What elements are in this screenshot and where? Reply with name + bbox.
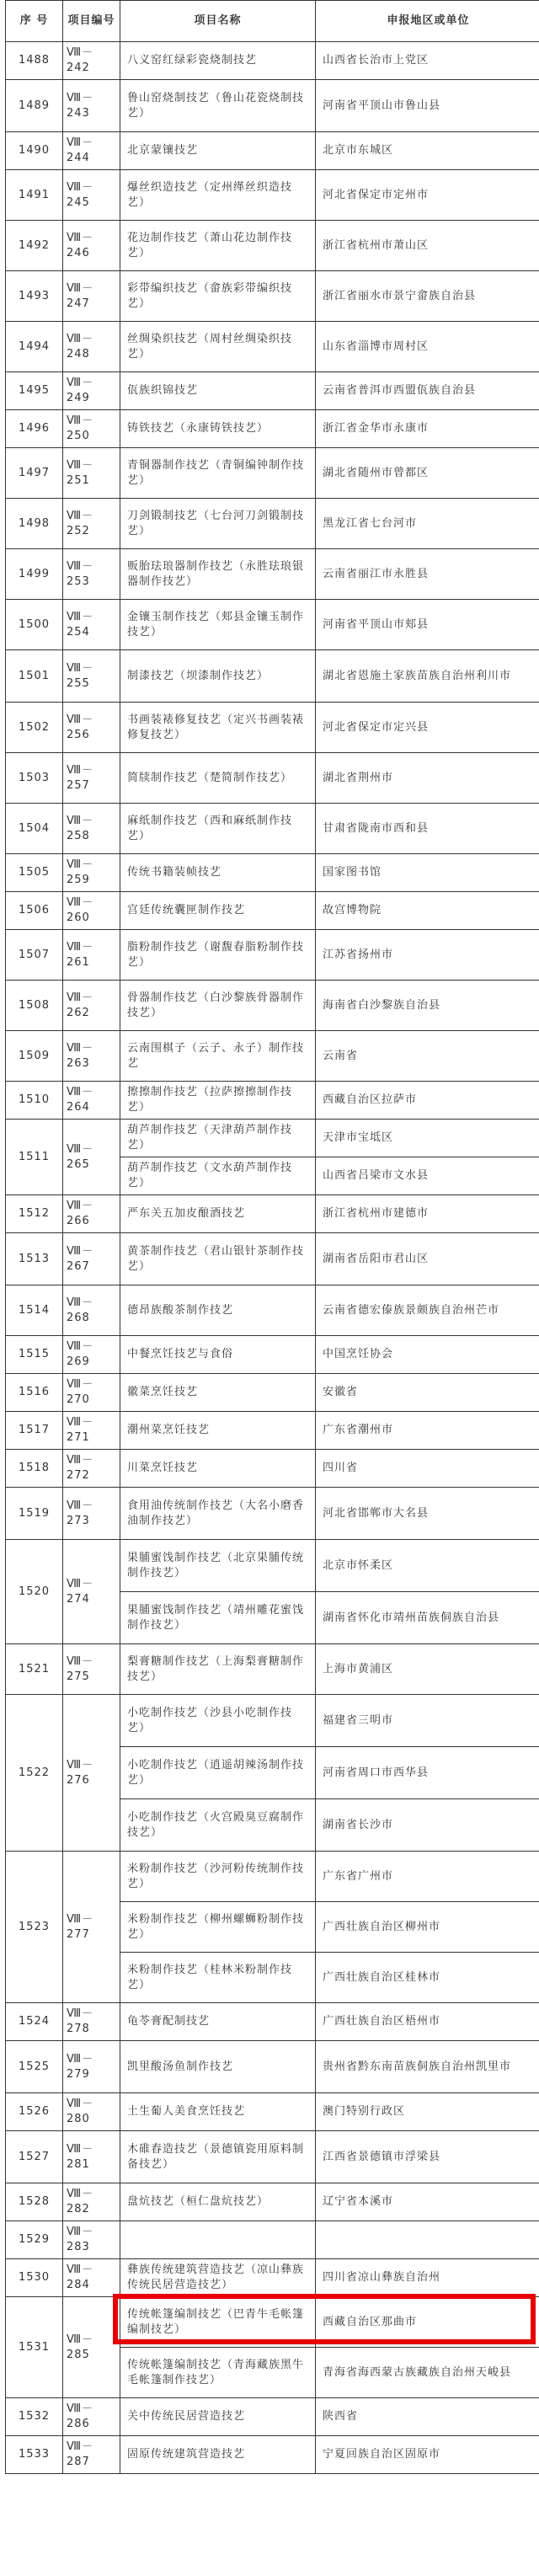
cell-code: Ⅷ－262 (63, 981, 120, 1031)
cell-project-name: 果脯蜜饯制作技艺（靖州雕花蜜饯制作技艺） (120, 1592, 316, 1644)
header-code: 项目编号 (63, 1, 120, 42)
cell-serial: 1528 (6, 2183, 63, 2221)
table-header-row (6, 1, 539, 42)
cell-code: Ⅷ－280 (63, 2093, 120, 2131)
cell-serial: 1500 (6, 600, 63, 650)
cell-serial: 1497 (6, 448, 63, 499)
table-row (6, 2221, 539, 2259)
table-row (6, 1852, 539, 1902)
table-row (6, 2131, 539, 2183)
cell-code: Ⅷ－287 (63, 2436, 120, 2474)
cell-project-name: 米粉制作技艺（桂林米粉制作技艺） (120, 1953, 316, 2003)
header-region: 申报地区或单位 (316, 1, 539, 42)
cell-code: Ⅷ－243 (63, 80, 120, 132)
cell-code: Ⅷ－271 (63, 1412, 120, 1450)
cell-code: Ⅷ－270 (63, 1374, 120, 1412)
cell-serial: 1492 (6, 221, 63, 271)
cell-region: 甘肃省陇南市西和县 (316, 804, 539, 854)
cell-region: 云南省普洱市西盟佤族自治县 (316, 372, 539, 410)
table-row (6, 1285, 539, 1336)
cell-code: Ⅷ－278 (63, 2003, 120, 2041)
cell-project-name: 书画装裱修复技艺（定兴书画装裱修复技艺） (120, 703, 316, 753)
cell-code: Ⅷ－269 (63, 1336, 120, 1374)
cell-code: Ⅷ－279 (63, 2041, 120, 2093)
table-row (6, 753, 539, 804)
cell-project-name: 果脯蜜饯制作技艺（北京果脯传统制作技艺） (120, 1540, 316, 1592)
cell-region: 广西壮族自治区梧州市 (316, 2003, 539, 2041)
cell-region: 四川省 (316, 1450, 539, 1488)
cell-region: 河北省保定市定州市 (316, 170, 539, 221)
table-row (6, 1120, 539, 1157)
table-row (6, 1031, 539, 1082)
cell-region: 故宫博物院 (316, 892, 539, 930)
cell-code: Ⅷ－250 (63, 410, 120, 448)
cell-project-name: 丝绸染织技艺（周村丝绸染织技艺） (120, 322, 316, 372)
table-row (6, 410, 539, 448)
table-row (6, 2041, 539, 2093)
cell-serial: 1511 (6, 1120, 63, 1195)
cell-code: Ⅷ－285 (63, 2297, 120, 2398)
cell-project-name: 木碓舂造技艺（景德镇瓷用原料制备技艺） (120, 2131, 316, 2183)
cell-code: Ⅷ－277 (63, 1852, 120, 2003)
cell-serial: 1509 (6, 1031, 63, 1082)
cell-serial: 1512 (6, 1195, 63, 1233)
cell-serial: 1506 (6, 892, 63, 930)
cell-region: 江苏省扬州市 (316, 930, 539, 981)
cell-region: 云南省德宏傣族景颇族自治州芒市 (316, 1285, 539, 1336)
cell-region: 江西省景德镇市浮梁县 (316, 2131, 539, 2183)
cell-serial: 1525 (6, 2041, 63, 2093)
cell-serial: 1530 (6, 2259, 63, 2297)
cell-code: Ⅷ－251 (63, 448, 120, 499)
cell-project-name: 小吃制作技艺（逍遥胡辣汤制作技艺） (120, 1747, 316, 1799)
cell-serial: 1502 (6, 703, 63, 753)
cell-serial: 1488 (6, 42, 63, 80)
table-row (6, 2436, 539, 2474)
cell-code: Ⅷ－274 (63, 1540, 120, 1644)
table-row (6, 2398, 539, 2436)
cell-project-name: 关中传统民居营造技艺 (120, 2398, 316, 2436)
header-name: 项目名称 (120, 1, 316, 42)
cell-region: 浙江省丽水市景宁畲族自治县 (316, 271, 539, 322)
cell-project-name: 佤族织锦技艺 (120, 372, 316, 410)
heritage-list-table (5, 0, 539, 2474)
table-row (6, 1195, 539, 1233)
cell-region: 澳门特别行政区 (316, 2093, 539, 2131)
cell-code: Ⅷ－253 (63, 549, 120, 600)
table-row (6, 854, 539, 892)
cell-serial: 1531 (6, 2297, 63, 2398)
cell-region: 湖南省岳阳市君山区 (316, 1233, 539, 1285)
cell-code: Ⅷ－286 (63, 2398, 120, 2436)
cell-project-name: 彝族传统建筑营造技艺（凉山彝族传统民居营造技艺） (120, 2259, 316, 2297)
cell-code: Ⅷ－248 (63, 322, 120, 372)
table-row (6, 1412, 539, 1450)
cell-code: Ⅷ－267 (63, 1233, 120, 1285)
cell-serial: 1529 (6, 2221, 63, 2259)
cell-project-name: 米粉制作技艺（沙河粉传统制作技艺） (120, 1852, 316, 1902)
cell-serial: 1532 (6, 2398, 63, 2436)
cell-serial: 1526 (6, 2093, 63, 2131)
table-row (6, 42, 539, 80)
cell-serial: 1490 (6, 132, 63, 170)
cell-code: Ⅷ－257 (63, 753, 120, 804)
cell-code: Ⅷ－247 (63, 271, 120, 322)
cell-code: Ⅷ－244 (63, 132, 120, 170)
cell-serial: 1493 (6, 271, 63, 322)
cell-serial: 1505 (6, 854, 63, 892)
cell-serial: 1501 (6, 650, 63, 703)
cell-code: Ⅷ－261 (63, 930, 120, 981)
table-row (6, 1540, 539, 1592)
cell-serial: 1516 (6, 1374, 63, 1412)
cell-code: Ⅷ－284 (63, 2259, 120, 2297)
cell-region: 北京市东城区 (316, 132, 539, 170)
cell-project-name: 铸铁技艺（永康铸铁技艺） (120, 410, 316, 448)
cell-serial: 1515 (6, 1336, 63, 1374)
cell-project-name: 传统书籍装帧技艺 (120, 854, 316, 892)
cell-code: Ⅷ－255 (63, 650, 120, 703)
cell-region: 湖北省荆州市 (316, 753, 539, 804)
cell-project-name: 土生葡人美食烹饪技艺 (120, 2093, 316, 2131)
table-row (6, 372, 539, 410)
table-row (6, 703, 539, 753)
cell-region: 北京市怀柔区 (316, 1540, 539, 1592)
cell-code: Ⅷ－276 (63, 1695, 120, 1852)
table-row (6, 322, 539, 372)
cell-project-name: 葫芦制作技艺（文水葫芦制作技艺） (120, 1157, 316, 1195)
cell-serial: 1518 (6, 1450, 63, 1488)
table-row (6, 2183, 539, 2221)
cell-serial: 1495 (6, 372, 63, 410)
table-body (6, 42, 539, 2474)
cell-region: 湖北省随州市曾都区 (316, 448, 539, 499)
cell-project-name: 刀剑锻制技艺（七台河刀剑锻制技艺） (120, 499, 316, 549)
cell-project-name: 鲁山窑烧制技艺（鲁山花瓷烧制技艺） (120, 80, 316, 132)
table-row (6, 221, 539, 271)
cell-project-name: 梨膏糖制作技艺（上海梨膏糖制作技艺） (120, 1644, 316, 1695)
cell-region: 安徽省 (316, 1374, 539, 1412)
table-row (6, 650, 539, 703)
cell-region: 河南省平顶山市郏县 (316, 600, 539, 650)
cell-project-name: 小吃制作技艺（火宫殿臭豆腐制作技艺） (120, 1799, 316, 1852)
cell-project-name: 龟苓膏配制技艺 (120, 2003, 316, 2041)
cell-region (316, 2221, 539, 2259)
cell-region: 湖南省怀化市靖州苗族侗族自治县 (316, 1592, 539, 1644)
cell-region: 河北省保定市定兴县 (316, 703, 539, 753)
cell-serial: 1517 (6, 1412, 63, 1450)
table-row (6, 2093, 539, 2131)
cell-project-name: 葫芦制作技艺（天津葫芦制作技艺） (120, 1120, 316, 1157)
cell-region: 辽宁省本溪市 (316, 2183, 539, 2221)
cell-code: Ⅷ－281 (63, 2131, 120, 2183)
cell-project-name: 八义窑红绿彩瓷烧制技艺 (120, 42, 316, 80)
cell-region: 西藏自治区拉萨市 (316, 1082, 539, 1120)
table-row (6, 2003, 539, 2041)
table-row (6, 271, 539, 322)
cell-code: Ⅷ－263 (63, 1031, 120, 1082)
cell-project-name: 固原传统建筑营造技艺 (120, 2436, 316, 2474)
cell-region: 河南省平顶山市鲁山县 (316, 80, 539, 132)
table-row (6, 2259, 539, 2297)
cell-serial: 1489 (6, 80, 63, 132)
cell-region: 海南省白沙黎族自治县 (316, 981, 539, 1031)
cell-code: Ⅷ－259 (63, 854, 120, 892)
cell-region: 河北省邯郸市大名县 (316, 1488, 539, 1540)
table-row (6, 132, 539, 170)
cell-region: 西藏自治区那曲市 (316, 2297, 539, 2348)
cell-project-name: 德昂族酸茶制作技艺 (120, 1285, 316, 1336)
cell-project-name: 潮州菜烹饪技艺 (120, 1412, 316, 1450)
cell-project-name: 食用油传统制作技艺（大名小磨香油制作技艺） (120, 1488, 316, 1540)
cell-region: 浙江省金华市永康市 (316, 410, 539, 448)
cell-serial: 1494 (6, 322, 63, 372)
cell-code: Ⅷ－252 (63, 499, 120, 549)
table-row (6, 1374, 539, 1412)
cell-region: 黑龙江省七台河市 (316, 499, 539, 549)
cell-serial: 1507 (6, 930, 63, 981)
cell-project-name: 简牍制作技艺（楚简制作技艺） (120, 753, 316, 804)
cell-region: 浙江省杭州市建德市 (316, 1195, 539, 1233)
cell-serial: 1496 (6, 410, 63, 448)
cell-serial: 1508 (6, 981, 63, 1031)
cell-code: Ⅷ－282 (63, 2183, 120, 2221)
cell-project-name (120, 2221, 316, 2259)
cell-serial: 1499 (6, 549, 63, 600)
cell-project-name: 脂粉制作技艺（谢馥春脂粉制作技艺） (120, 930, 316, 981)
cell-project-name: 严东关五加皮酿酒技艺 (120, 1195, 316, 1233)
cell-region: 中国烹饪协会 (316, 1336, 539, 1374)
cell-serial: 1498 (6, 499, 63, 549)
cell-project-name: 凯里酸汤鱼制作技艺 (120, 2041, 316, 2093)
table-row (6, 1233, 539, 1285)
cell-project-name: 彩带编织技艺（畲族彩带编织技艺） (120, 271, 316, 322)
cell-serial: 1527 (6, 2131, 63, 2183)
cell-region: 广东省潮州市 (316, 1412, 539, 1450)
cell-project-name: 传统帐篷编制技艺（巴青牛毛帐篷编制技艺） (120, 2297, 316, 2348)
cell-serial: 1523 (6, 1852, 63, 2003)
cell-serial: 1513 (6, 1233, 63, 1285)
cell-region: 陕西省 (316, 2398, 539, 2436)
cell-region: 国家图书馆 (316, 854, 539, 892)
cell-serial: 1510 (6, 1082, 63, 1120)
cell-code: Ⅷ－260 (63, 892, 120, 930)
cell-serial: 1524 (6, 2003, 63, 2041)
cell-region: 四川省凉山彝族自治州 (316, 2259, 539, 2297)
cell-code: Ⅷ－275 (63, 1644, 120, 1695)
cell-region: 云南省 (316, 1031, 539, 1082)
table-row (6, 1336, 539, 1374)
cell-serial: 1533 (6, 2436, 63, 2474)
table-row (6, 981, 539, 1031)
cell-region: 上海市黄浦区 (316, 1644, 539, 1695)
table-row (6, 1450, 539, 1488)
cell-project-name: 传统帐篷编制技艺（青海藏族黑牛毛帐篷制作技艺） (120, 2348, 316, 2398)
cell-code: Ⅷ－283 (63, 2221, 120, 2259)
cell-region: 贵州省黔东南苗族侗族自治州凯里市 (316, 2041, 539, 2093)
cell-project-name: 米粉制作技艺（柳州螺蛳粉制作技艺） (120, 1902, 316, 1953)
cell-code: Ⅷ－254 (63, 600, 120, 650)
table-row (6, 892, 539, 930)
cell-project-name: 麻纸制作技艺（西和麻纸制作技艺） (120, 804, 316, 854)
cell-code: Ⅷ－256 (63, 703, 120, 753)
cell-code: Ⅷ－266 (63, 1195, 120, 1233)
cell-project-name: 宫廷传统囊匣制作技艺 (120, 892, 316, 930)
cell-project-name: 骨器制作技艺（白沙黎族骨器制作技艺） (120, 981, 316, 1031)
cell-project-name: 贩胎珐琅器制作技艺（永胜珐琅银器制作技艺） (120, 549, 316, 600)
cell-code: Ⅷ－273 (63, 1488, 120, 1540)
cell-project-name: 北京蒙镶技艺 (120, 132, 316, 170)
table-row (6, 1082, 539, 1120)
cell-project-name: 花边制作技艺（萧山花边制作技艺） (120, 221, 316, 271)
cell-project-name: 盘炕技艺（桓仁盘炕技艺） (120, 2183, 316, 2221)
table-row (6, 804, 539, 854)
cell-project-name: 擦擦制作技艺（拉萨擦擦制作技艺） (120, 1082, 316, 1120)
cell-serial: 1522 (6, 1695, 63, 1852)
cell-project-name: 徽菜烹饪技艺 (120, 1374, 316, 1412)
cell-code: Ⅷ－264 (63, 1082, 120, 1120)
cell-serial: 1504 (6, 804, 63, 854)
table-row (6, 2297, 539, 2348)
table-row (6, 1695, 539, 1747)
cell-code: Ⅷ－249 (63, 372, 120, 410)
cell-project-name: 制漆技艺（坝漆制作技艺） (120, 650, 316, 703)
cell-region: 广西壮族自治区柳州市 (316, 1902, 539, 1953)
cell-region: 福建省三明市 (316, 1695, 539, 1747)
cell-region: 浙江省杭州市萧山区 (316, 221, 539, 271)
cell-project-name: 金镶玉制作技艺（郏县金镶玉制作技艺） (120, 600, 316, 650)
table-row (6, 80, 539, 132)
cell-serial: 1521 (6, 1644, 63, 1695)
cell-code: Ⅷ－268 (63, 1285, 120, 1336)
cell-project-name: 爆丝织造技艺（定州缂丝织造技艺） (120, 170, 316, 221)
cell-region: 山西省吕梁市文水县 (316, 1157, 539, 1195)
cell-code: Ⅷ－246 (63, 221, 120, 271)
cell-region: 湖北省恩施土家族苗族自治州利川市 (316, 650, 539, 703)
cell-region: 云南省丽江市永胜县 (316, 549, 539, 600)
cell-region: 河南省周口市西华县 (316, 1747, 539, 1799)
cell-region: 天津市宝坻区 (316, 1120, 539, 1157)
table-row (6, 930, 539, 981)
cell-project-name: 青铜器制作技艺（青铜编钟制作技艺） (120, 448, 316, 499)
table-row (6, 170, 539, 221)
cell-code: Ⅷ－242 (63, 42, 120, 80)
table-row (6, 600, 539, 650)
table-row (6, 499, 539, 549)
cell-region: 山东省淄博市周村区 (316, 322, 539, 372)
cell-serial: 1491 (6, 170, 63, 221)
cell-region: 青海省海西蒙古族藏族自治州天峻县 (316, 2348, 539, 2398)
cell-project-name: 川菜烹饪技艺 (120, 1450, 316, 1488)
cell-code: Ⅷ－265 (63, 1120, 120, 1195)
table-row (6, 1644, 539, 1695)
cell-region: 广东省广州市 (316, 1852, 539, 1902)
cell-project-name: 中餐烹饪技艺与食俗 (120, 1336, 316, 1374)
table-row (6, 448, 539, 499)
cell-region: 宁夏回族自治区固原市 (316, 2436, 539, 2474)
cell-project-name: 云南围棋子（云子、永子）制作技艺 (120, 1031, 316, 1082)
cell-serial: 1514 (6, 1285, 63, 1336)
cell-project-name: 小吃制作技艺（沙县小吃制作技艺） (120, 1695, 316, 1747)
cell-region: 山西省长治市上党区 (316, 42, 539, 80)
cell-serial: 1503 (6, 753, 63, 804)
cell-serial: 1519 (6, 1488, 63, 1540)
header-serial: 序 号 (6, 1, 63, 42)
cell-serial: 1520 (6, 1540, 63, 1644)
cell-code: Ⅷ－272 (63, 1450, 120, 1488)
table-row (6, 549, 539, 600)
cell-code: Ⅷ－258 (63, 804, 120, 854)
cell-project-name: 黄茶制作技艺（君山银针茶制作技艺） (120, 1233, 316, 1285)
table-row (6, 1488, 539, 1540)
cell-region: 广西壮族自治区桂林市 (316, 1953, 539, 2003)
cell-code: Ⅷ－245 (63, 170, 120, 221)
cell-region: 湖南省长沙市 (316, 1799, 539, 1852)
